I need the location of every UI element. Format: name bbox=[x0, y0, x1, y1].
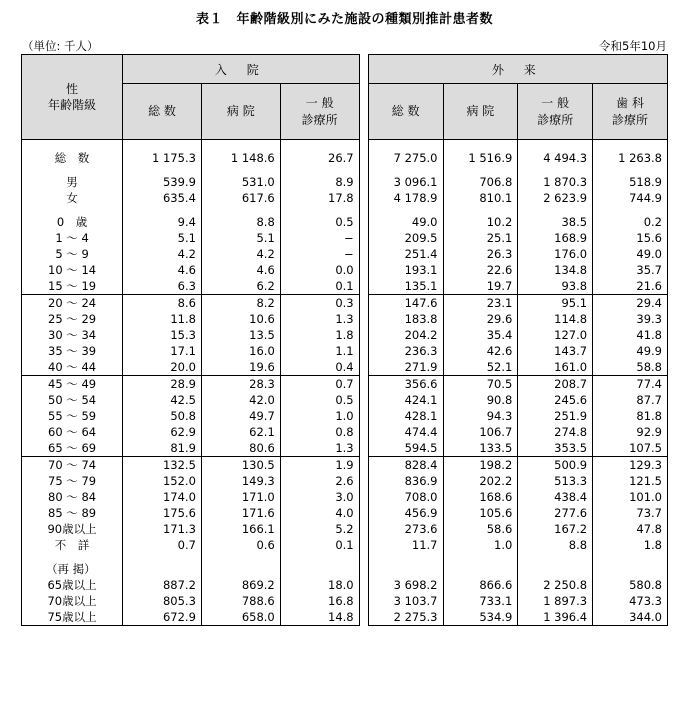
out-hospital-header: 病 院 bbox=[443, 84, 518, 140]
table-row bbox=[22, 593, 668, 609]
table-cell: 20.0 bbox=[123, 359, 202, 376]
table-cell: 29.4 bbox=[593, 295, 668, 312]
row-label: 65歳以上 bbox=[22, 577, 123, 593]
row-label: 不 詳 bbox=[22, 537, 123, 553]
table-cell: 836.9 bbox=[368, 473, 443, 489]
table-cell: 424.1 bbox=[368, 392, 443, 408]
table-cell: 35.4 bbox=[443, 327, 518, 343]
table-cell: 127.0 bbox=[518, 327, 593, 343]
table-row bbox=[22, 473, 668, 489]
table-cell: 130.5 bbox=[201, 457, 280, 474]
table-cell: 251.4 bbox=[368, 246, 443, 262]
table-cell: 474.4 bbox=[368, 424, 443, 440]
table-cell: 134.8 bbox=[518, 262, 593, 278]
table-cell: 580.8 bbox=[593, 577, 668, 593]
table-cell: 26.3 bbox=[443, 246, 518, 262]
table-cell: 1.1 bbox=[280, 343, 359, 359]
table-cell: 887.2 bbox=[123, 577, 202, 593]
table-cell: 8.8 bbox=[518, 537, 593, 553]
table-cell: 534.9 bbox=[443, 609, 518, 626]
table-cell: 8.6 bbox=[123, 295, 202, 312]
row-label: 男 bbox=[22, 174, 123, 190]
table-cell: 21.6 bbox=[593, 278, 668, 295]
table-cell: 204.2 bbox=[368, 327, 443, 343]
row-label: 65 ～ 69 bbox=[22, 440, 123, 457]
table-cell: 26.7 bbox=[280, 150, 359, 166]
row-label: 70 ～ 74 bbox=[22, 457, 123, 474]
table-cell bbox=[201, 561, 280, 577]
table-cell: 11.7 bbox=[368, 537, 443, 553]
row-label: 10 ～ 14 bbox=[22, 262, 123, 278]
table-cell: 1 263.8 bbox=[593, 150, 668, 166]
table-cell: 869.2 bbox=[201, 577, 280, 593]
table-cell: 19.6 bbox=[201, 359, 280, 376]
table-cell: 35.7 bbox=[593, 262, 668, 278]
table-cell: 4 494.3 bbox=[518, 150, 593, 166]
table-row bbox=[22, 609, 668, 626]
table-cell: 6.3 bbox=[123, 278, 202, 295]
table-cell: 168.6 bbox=[443, 489, 518, 505]
table-cell: 42.0 bbox=[201, 392, 280, 408]
table-cell bbox=[443, 561, 518, 577]
table-cell: 539.9 bbox=[123, 174, 202, 190]
table-row bbox=[22, 424, 668, 440]
table-cell: 0.1 bbox=[280, 537, 359, 553]
table-cell: 500.9 bbox=[518, 457, 593, 474]
table-cell: 135.1 bbox=[368, 278, 443, 295]
table-row bbox=[22, 246, 668, 262]
table-cell: 166.1 bbox=[201, 521, 280, 537]
table-cell: 50.8 bbox=[123, 408, 202, 424]
table-cell: 273.6 bbox=[368, 521, 443, 537]
table-cell: 274.8 bbox=[518, 424, 593, 440]
table-cell: 7 275.0 bbox=[368, 150, 443, 166]
table-cell: 81.8 bbox=[593, 408, 668, 424]
table-row bbox=[22, 311, 668, 327]
row-header bbox=[22, 55, 123, 140]
row-label: 85 ～ 89 bbox=[22, 505, 123, 521]
table-cell: 49.0 bbox=[368, 214, 443, 230]
table-cell: 8.9 bbox=[280, 174, 359, 190]
table-cell: 105.6 bbox=[443, 505, 518, 521]
table-cell: 198.2 bbox=[443, 457, 518, 474]
table-cell: 176.0 bbox=[518, 246, 593, 262]
table-cell: 277.6 bbox=[518, 505, 593, 521]
patients-table bbox=[21, 54, 668, 626]
table-cell: 245.6 bbox=[518, 392, 593, 408]
table-cell: 171.3 bbox=[123, 521, 202, 537]
table-cell: 114.8 bbox=[518, 311, 593, 327]
table-cell: 271.9 bbox=[368, 359, 443, 376]
row-label: 70歳以上 bbox=[22, 593, 123, 609]
table-cell: 473.3 bbox=[593, 593, 668, 609]
inpatient-header: 入 院 bbox=[123, 55, 360, 84]
table-cell: 25.1 bbox=[443, 230, 518, 246]
table-cell: 1 870.3 bbox=[518, 174, 593, 190]
table-cell: 70.5 bbox=[443, 376, 518, 393]
table-cell: 62.9 bbox=[123, 424, 202, 440]
table-cell: 73.7 bbox=[593, 505, 668, 521]
table-cell: 107.5 bbox=[593, 440, 668, 457]
table-cell: 39.3 bbox=[593, 311, 668, 327]
table-cell: 866.6 bbox=[443, 577, 518, 593]
table-cell: 132.5 bbox=[123, 457, 202, 474]
table-cell: 161.0 bbox=[518, 359, 593, 376]
table-cell: 5.1 bbox=[201, 230, 280, 246]
table-cell: 1 396.4 bbox=[518, 609, 593, 626]
row-label: 55 ～ 59 bbox=[22, 408, 123, 424]
table-cell: 147.6 bbox=[368, 295, 443, 312]
table-cell: 5.2 bbox=[280, 521, 359, 537]
table-cell: 4.2 bbox=[201, 246, 280, 262]
in-hospital-header: 病 院 bbox=[201, 84, 280, 140]
table-cell: 133.5 bbox=[443, 440, 518, 457]
table-cell: 2 275.3 bbox=[368, 609, 443, 626]
table-cell: 92.9 bbox=[593, 424, 668, 440]
table-cell: 0.5 bbox=[280, 214, 359, 230]
table-cell: 4.2 bbox=[123, 246, 202, 262]
out-clinic-header: 一 般 診療所 bbox=[518, 84, 593, 140]
table-cell: 10.2 bbox=[443, 214, 518, 230]
table-row bbox=[22, 174, 668, 190]
unit-label: （単位: 千人） bbox=[22, 39, 99, 53]
table-cell: 3.0 bbox=[280, 489, 359, 505]
table-cell: 513.3 bbox=[518, 473, 593, 489]
table-cell: 9.4 bbox=[123, 214, 202, 230]
table-cell: 62.1 bbox=[201, 424, 280, 440]
table-cell: 2 250.8 bbox=[518, 577, 593, 593]
table-cell: 52.1 bbox=[443, 359, 518, 376]
table-row bbox=[22, 262, 668, 278]
table-cell: 1.9 bbox=[280, 457, 359, 474]
table-cell: 1.8 bbox=[593, 537, 668, 553]
table-cell: 518.9 bbox=[593, 174, 668, 190]
table-cell: 14.8 bbox=[280, 609, 359, 626]
table-row bbox=[22, 489, 668, 505]
table-cell: 706.8 bbox=[443, 174, 518, 190]
table-cell: 171.6 bbox=[201, 505, 280, 521]
table-cell: 95.1 bbox=[518, 295, 593, 312]
table-row bbox=[22, 150, 668, 166]
table-cell: 49.9 bbox=[593, 343, 668, 359]
row-label: 80 ～ 84 bbox=[22, 489, 123, 505]
date-label: 令和5年10月 bbox=[599, 39, 667, 53]
table-cell bbox=[368, 561, 443, 577]
table-row bbox=[22, 376, 668, 393]
table-cell: 1 897.3 bbox=[518, 593, 593, 609]
table-cell: 42.5 bbox=[123, 392, 202, 408]
table-cell: 17.1 bbox=[123, 343, 202, 359]
table-row bbox=[22, 214, 668, 230]
row-label: 75歳以上 bbox=[22, 609, 123, 626]
table-cell: 438.4 bbox=[518, 489, 593, 505]
row-label: 90歳以上 bbox=[22, 521, 123, 537]
row-label: 20 ～ 24 bbox=[22, 295, 123, 312]
table-cell: 4.0 bbox=[280, 505, 359, 521]
table-cell: 152.0 bbox=[123, 473, 202, 489]
table-row bbox=[22, 440, 668, 457]
table-cell: 208.7 bbox=[518, 376, 593, 393]
row-label: 40 ～ 44 bbox=[22, 359, 123, 376]
table-cell: 28.9 bbox=[123, 376, 202, 393]
table-cell: 531.0 bbox=[201, 174, 280, 190]
table-cell: 0.2 bbox=[593, 214, 668, 230]
table-cell: 6.2 bbox=[201, 278, 280, 295]
row-label: 25 ～ 29 bbox=[22, 311, 123, 327]
table-cell: 174.0 bbox=[123, 489, 202, 505]
table-row bbox=[22, 230, 668, 246]
table-row bbox=[22, 505, 668, 521]
table-cell: 251.9 bbox=[518, 408, 593, 424]
row-label: 35 ～ 39 bbox=[22, 343, 123, 359]
table-cell: 93.8 bbox=[518, 278, 593, 295]
table-cell: 1.3 bbox=[280, 311, 359, 327]
table-cell: 167.2 bbox=[518, 521, 593, 537]
table-cell: 788.6 bbox=[201, 593, 280, 609]
table-cell: 16.0 bbox=[201, 343, 280, 359]
table-cell: 3 103.7 bbox=[368, 593, 443, 609]
table-cell: − bbox=[280, 230, 359, 246]
table-row bbox=[22, 408, 668, 424]
table-cell: 41.8 bbox=[593, 327, 668, 343]
row-label: 50 ～ 54 bbox=[22, 392, 123, 408]
table-cell: 805.3 bbox=[123, 593, 202, 609]
table-cell: 0.5 bbox=[280, 392, 359, 408]
table-cell: 143.7 bbox=[518, 343, 593, 359]
table-cell: 356.6 bbox=[368, 376, 443, 393]
row-label: 1 ～ 4 bbox=[22, 230, 123, 246]
table-cell: 0.8 bbox=[280, 424, 359, 440]
table-cell: 2 623.9 bbox=[518, 190, 593, 206]
table-cell: 13.5 bbox=[201, 327, 280, 343]
row-label: 5 ～ 9 bbox=[22, 246, 123, 262]
table-cell bbox=[593, 561, 668, 577]
table-cell: 0.7 bbox=[280, 376, 359, 393]
table-cell: 10.6 bbox=[201, 311, 280, 327]
table-cell: 1 148.6 bbox=[201, 150, 280, 166]
table-cell: 58.8 bbox=[593, 359, 668, 376]
table-cell: 3 096.1 bbox=[368, 174, 443, 190]
table-cell: 18.0 bbox=[280, 577, 359, 593]
table-row bbox=[22, 537, 668, 553]
in-clinic-header: 一 般 診療所 bbox=[280, 84, 359, 140]
table-cell: 4.6 bbox=[123, 262, 202, 278]
row-label: 15 ～ 19 bbox=[22, 278, 123, 295]
table-cell: 149.3 bbox=[201, 473, 280, 489]
table-cell: 168.9 bbox=[518, 230, 593, 246]
table-row bbox=[22, 278, 668, 295]
table-cell: 90.8 bbox=[443, 392, 518, 408]
table-cell: 353.5 bbox=[518, 440, 593, 457]
table-cell: 19.7 bbox=[443, 278, 518, 295]
table-cell: 0.7 bbox=[123, 537, 202, 553]
row-label: 総 数 bbox=[22, 150, 123, 166]
row-label: 女 bbox=[22, 190, 123, 206]
table-cell: 183.8 bbox=[368, 311, 443, 327]
table-cell: 708.0 bbox=[368, 489, 443, 505]
table-cell bbox=[280, 561, 359, 577]
row-header-age: 年齢階級 bbox=[48, 98, 97, 112]
table-cell: 0.4 bbox=[280, 359, 359, 376]
row-label: （再 掲） bbox=[22, 561, 123, 577]
table-cell: 456.9 bbox=[368, 505, 443, 521]
table-row bbox=[22, 295, 668, 312]
table-cell: 17.8 bbox=[280, 190, 359, 206]
table-cell: 129.3 bbox=[593, 457, 668, 474]
table-cell: 202.2 bbox=[443, 473, 518, 489]
row-header-sex: 性 bbox=[66, 82, 79, 96]
table-cell: 1.3 bbox=[280, 440, 359, 457]
table-row bbox=[22, 521, 668, 537]
table-cell: 1.0 bbox=[280, 408, 359, 424]
table-cell: 344.0 bbox=[593, 609, 668, 626]
row-label: 60 ～ 64 bbox=[22, 424, 123, 440]
table-cell: 47.8 bbox=[593, 521, 668, 537]
in-total-header: 総 数 bbox=[123, 84, 202, 140]
table-cell: 635.4 bbox=[123, 190, 202, 206]
table-cell: 4.6 bbox=[201, 262, 280, 278]
table-cell: 428.1 bbox=[368, 408, 443, 424]
table-cell: 672.9 bbox=[123, 609, 202, 626]
out-dental-header: 歯 科 診療所 bbox=[593, 84, 668, 140]
table-body bbox=[22, 140, 668, 626]
table-cell: 828.4 bbox=[368, 457, 443, 474]
table-cell: 11.8 bbox=[123, 311, 202, 327]
row-label: 30 ～ 34 bbox=[22, 327, 123, 343]
outpatient-header: 外 来 bbox=[368, 55, 667, 84]
table-row bbox=[22, 327, 668, 343]
table-row bbox=[22, 359, 668, 376]
table-cell: 594.5 bbox=[368, 440, 443, 457]
table-cell: 744.9 bbox=[593, 190, 668, 206]
row-label: 0 歳 bbox=[22, 214, 123, 230]
table-cell: 8.8 bbox=[201, 214, 280, 230]
table-cell: 171.0 bbox=[201, 489, 280, 505]
table-cell: 22.6 bbox=[443, 262, 518, 278]
table-row bbox=[22, 190, 668, 206]
table-cell: 49.7 bbox=[201, 408, 280, 424]
table-title: 表１ 年齢階級別にみた施設の種類別推計患者数 bbox=[195, 12, 493, 27]
table-row bbox=[22, 561, 668, 577]
table-cell: 2.6 bbox=[280, 473, 359, 489]
row-label: 45 ～ 49 bbox=[22, 376, 123, 393]
table-row bbox=[22, 392, 668, 408]
table-cell: 101.0 bbox=[593, 489, 668, 505]
table-cell: 106.7 bbox=[443, 424, 518, 440]
table-row bbox=[22, 457, 668, 474]
table-cell: 3 698.2 bbox=[368, 577, 443, 593]
out-total-header: 総 数 bbox=[368, 84, 443, 140]
table-cell: 810.1 bbox=[443, 190, 518, 206]
table-cell: 658.0 bbox=[201, 609, 280, 626]
table-cell: 16.8 bbox=[280, 593, 359, 609]
table-cell: 0.0 bbox=[280, 262, 359, 278]
table-cell: 1.0 bbox=[443, 537, 518, 553]
table-cell: 29.6 bbox=[443, 311, 518, 327]
table-cell: 23.1 bbox=[443, 295, 518, 312]
table-cell: 4 178.9 bbox=[368, 190, 443, 206]
table-cell: 0.3 bbox=[280, 295, 359, 312]
table-row bbox=[22, 343, 668, 359]
table-cell: 1 516.9 bbox=[443, 150, 518, 166]
table-cell: 121.5 bbox=[593, 473, 668, 489]
table-cell bbox=[518, 561, 593, 577]
table-cell: 0.6 bbox=[201, 537, 280, 553]
table-cell: 733.1 bbox=[443, 593, 518, 609]
table-cell: 5.1 bbox=[123, 230, 202, 246]
table-cell: 58.6 bbox=[443, 521, 518, 537]
table-row bbox=[22, 577, 668, 593]
table-cell: 193.1 bbox=[368, 262, 443, 278]
table-cell: 42.6 bbox=[443, 343, 518, 359]
table-cell: 77.4 bbox=[593, 376, 668, 393]
row-label: 75 ～ 79 bbox=[22, 473, 123, 489]
table-cell: 15.3 bbox=[123, 327, 202, 343]
table-cell: 94.3 bbox=[443, 408, 518, 424]
table-cell: 209.5 bbox=[368, 230, 443, 246]
table-cell: 175.6 bbox=[123, 505, 202, 521]
table-cell: 15.6 bbox=[593, 230, 668, 246]
table-cell: 28.3 bbox=[201, 376, 280, 393]
table-cell: 81.9 bbox=[123, 440, 202, 457]
table-cell: 80.6 bbox=[201, 440, 280, 457]
table-cell: 8.2 bbox=[201, 295, 280, 312]
table-cell: 87.7 bbox=[593, 392, 668, 408]
table-cell: 1.8 bbox=[280, 327, 359, 343]
table-cell: 0.1 bbox=[280, 278, 359, 295]
table-cell bbox=[123, 561, 202, 577]
table-cell: 1 175.3 bbox=[123, 150, 202, 166]
table-cell: 236.3 bbox=[368, 343, 443, 359]
table-cell: 38.5 bbox=[518, 214, 593, 230]
table-cell: 617.6 bbox=[201, 190, 280, 206]
table-cell: − bbox=[280, 246, 359, 262]
table-cell: 49.0 bbox=[593, 246, 668, 262]
